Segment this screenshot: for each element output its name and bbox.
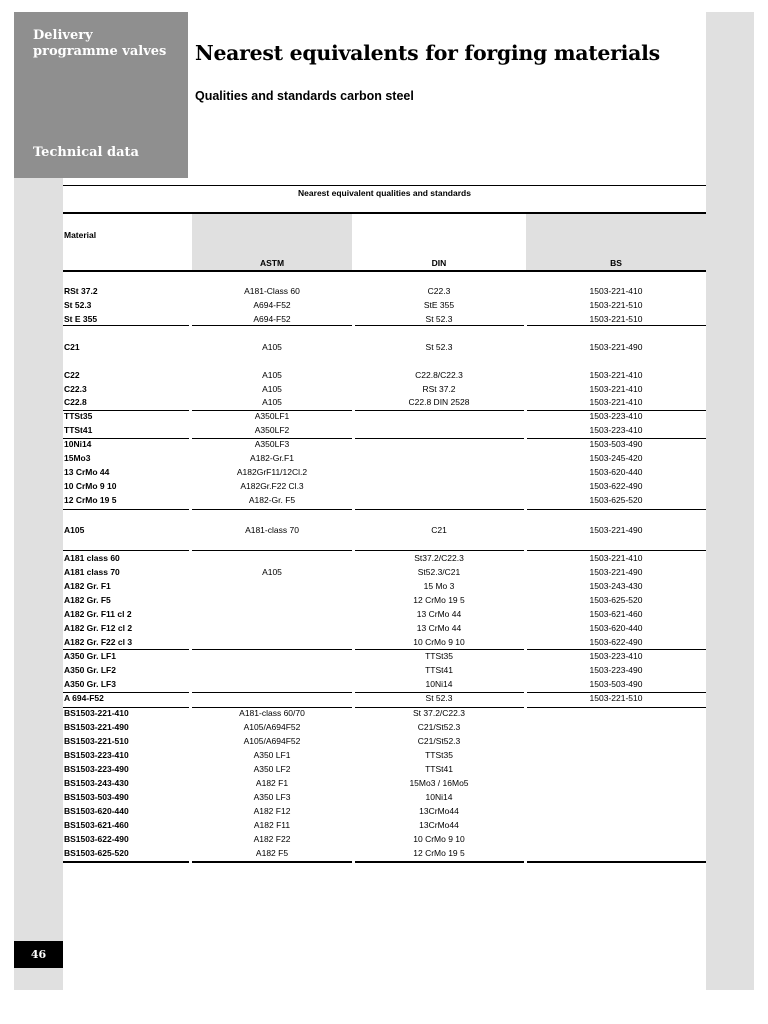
group-separator (355, 707, 524, 708)
bs-cell: 1503-622-490 (589, 481, 643, 491)
material-cell: BS1503-223-410 (64, 750, 129, 760)
table-bottom-rule (527, 861, 706, 863)
astm-cell: A182-Gr. F5 (248, 495, 296, 505)
group-separator (527, 707, 706, 708)
section-header-box (14, 12, 188, 178)
page-number: 46 (14, 941, 63, 968)
din-cell: 12 CrMo 19 5 (413, 595, 465, 605)
bs-cell: 1503-221-410 (589, 384, 643, 394)
bs-cell: 1503-221-410 (589, 286, 643, 296)
astm-cell: A350 LF1 (253, 750, 291, 760)
bs-cell: 1503-221-490 (589, 525, 643, 535)
material-cell: A105 (64, 525, 85, 535)
din-cell: 15Mo3 / 16Mo5 (409, 778, 469, 788)
bs-cell: 1503-221-510 (589, 693, 643, 703)
astm-cell: A181-Class 60 (244, 286, 300, 296)
din-cell: St 52.3 (425, 342, 453, 352)
bs-cell: 1503-223-410 (589, 411, 643, 421)
din-cell: TTSt41 (425, 665, 453, 675)
material-cell: A182 Gr. F11 cl 2 (64, 609, 132, 619)
din-cell: C22.8 DIN 2528 (408, 397, 470, 407)
material-cell: RSt 37.2 (64, 286, 98, 296)
material-cell: A350 Gr. LF3 (64, 679, 116, 689)
material-cell: A350 Gr. LF1 (64, 651, 116, 661)
din-cell: C21/St52.3 (417, 722, 461, 732)
din-cell: TTSt41 (425, 764, 453, 774)
group-separator (192, 509, 352, 510)
group-separator (192, 550, 352, 551)
din-cell: C22.3 (427, 286, 451, 296)
section-subtitle: Technical data (33, 145, 139, 160)
material-cell: A350 Gr. LF2 (64, 665, 116, 675)
group-separator (355, 649, 524, 650)
bs-cell: 1503-625-520 (589, 595, 643, 605)
equivalents-table (63, 184, 706, 866)
astm-cell: A105/A694F52 (243, 736, 301, 746)
bs-cell: 1503-621-460 (589, 609, 643, 619)
bs-cell: 1503-503-490 (589, 439, 643, 449)
astm-cell: A182-Gr.F1 (250, 453, 294, 463)
group-separator (63, 649, 189, 650)
material-cell: C22.8 (64, 397, 87, 407)
section-title: Delivery programme valves (33, 28, 167, 59)
material-cell: BS1503-243-430 (64, 778, 129, 788)
group-separator (63, 438, 189, 439)
astm-cell: A182 F22 (253, 834, 291, 844)
bs-cell: 1503-221-410 (589, 370, 643, 380)
header-rule (63, 270, 706, 272)
din-cell: 10Ni14 (425, 792, 453, 802)
astm-cell: A350LF1 (254, 411, 290, 421)
bs-cell: 1503-223-410 (589, 425, 643, 435)
material-cell: C22.3 (64, 384, 87, 394)
din-cell: RSt 37.2 (422, 384, 456, 394)
material-cell: BS1503-221-410 (64, 708, 129, 718)
astm-cell: A350 LF2 (253, 764, 291, 774)
group-separator (192, 692, 352, 693)
astm-cell: A181-class 60/70 (239, 708, 305, 718)
astm-cell: A182 F11 (253, 820, 291, 830)
material-cell: BS1503-221-510 (64, 736, 129, 746)
din-cell: 13CrMo44 (419, 820, 459, 830)
group-separator (63, 692, 189, 693)
bs-cell: 1503-243-430 (589, 581, 643, 591)
astm-cell: A694-F52 (253, 314, 291, 324)
astm-cell: A181-class 70 (245, 525, 299, 535)
col-header-astm: ASTM (259, 258, 285, 268)
group-separator (527, 692, 706, 693)
material-cell: St E 355 (64, 314, 98, 324)
group-separator (63, 509, 189, 510)
din-cell: 13CrMo44 (419, 806, 459, 816)
material-cell: C22 (64, 370, 80, 380)
din-cell: 10 CrMo 9 10 (413, 637, 465, 647)
din-cell: 13 CrMo 44 (416, 609, 462, 619)
bs-cell: 1503-223-490 (589, 665, 643, 675)
group-separator (527, 410, 706, 411)
material-cell: A182 Gr. F5 (64, 595, 111, 605)
bs-cell: 1503-221-490 (589, 342, 643, 352)
group-separator (355, 410, 524, 411)
din-cell: St52.3/C21 (417, 567, 461, 577)
group-separator (63, 550, 189, 551)
bs-cell: 1503-503-490 (589, 679, 643, 689)
din-cell: 12 CrMo 19 5 (413, 848, 465, 858)
material-cell: 10Ni14 (64, 439, 92, 449)
material-cell: BS1503-625-520 (64, 848, 129, 858)
group-separator (527, 649, 706, 650)
group-separator (192, 410, 352, 411)
col-header-material: Material (64, 230, 97, 240)
astm-cell: A105 (262, 384, 282, 394)
material-cell: BS1503-223-490 (64, 764, 129, 774)
din-cell: St 37.2/C22.3 (413, 708, 465, 718)
group-separator (192, 325, 352, 326)
astm-cell: A182GrF11/12Cl.2 (236, 467, 308, 477)
group-separator (192, 649, 352, 650)
material-cell: 13 CrMo 44 (64, 467, 110, 477)
material-cell: 12 CrMo 19 5 (64, 495, 117, 505)
din-cell: St 52.3 (425, 314, 453, 324)
din-cell: 13 CrMo 44 (416, 623, 462, 633)
astm-cell: A105 (262, 342, 282, 352)
material-cell: 10 CrMo 9 10 (64, 481, 117, 491)
group-separator (355, 509, 524, 510)
material-cell: BS1503-622-490 (64, 834, 129, 844)
bs-cell: 1503-221-490 (589, 567, 643, 577)
material-cell: C21 (64, 342, 80, 352)
din-cell: TTSt35 (425, 750, 453, 760)
bs-cell: 1503-625-520 (589, 495, 643, 505)
table-bottom-rule (192, 861, 352, 863)
astm-cell: A350LF3 (254, 439, 290, 449)
astm-cell: A182 F1 (255, 778, 289, 788)
group-separator (355, 325, 524, 326)
astm-cell: A182Gr.F22 Cl.3 (240, 481, 304, 491)
din-cell: C22.8/C22.3 (415, 370, 463, 380)
group-separator (63, 410, 189, 411)
bs-cell: 1503-221-510 (589, 314, 643, 324)
bs-cell: 1503-620-440 (589, 467, 643, 477)
caption-rule (63, 212, 706, 214)
material-cell: A182 Gr. F12 cl 2 (64, 623, 133, 633)
table-caption: Nearest equivalent qualities and standards (298, 188, 471, 198)
material-cell: BS1503-620-440 (64, 806, 129, 816)
bs-cell: 1503-622-490 (589, 637, 643, 647)
astm-cell: A105 (262, 567, 282, 577)
material-cell: A181 class 60 (64, 553, 120, 563)
bs-cell: 1503-221-510 (589, 300, 643, 310)
din-cell: St37.2/C22.3 (414, 553, 464, 563)
material-cell: BS1503-621-460 (64, 820, 129, 830)
material-cell: A182 Gr. F22 cl 3 (64, 637, 133, 647)
material-cell: BS1503-503-490 (64, 792, 129, 802)
col-header-din: DIN (431, 258, 447, 268)
bs-cell: 1503-620-440 (589, 623, 643, 633)
astm-cell: A105 (262, 370, 282, 380)
group-separator (192, 707, 352, 708)
table-bottom-rule (355, 861, 524, 863)
group-separator (355, 692, 524, 693)
group-separator (527, 550, 706, 551)
material-cell: A181 class 70 (64, 567, 120, 577)
bs-cell: 1503-245-420 (589, 453, 643, 463)
page-title: Nearest equivalents for forging materials (195, 41, 660, 65)
group-separator (527, 325, 706, 326)
group-separator (63, 325, 189, 326)
material-cell: TTSt35 (64, 411, 93, 421)
astm-cell: A350 LF3 (253, 792, 291, 802)
material-cell: TTSt41 (64, 425, 93, 435)
material-cell: A182 Gr. F1 (64, 581, 111, 591)
table-bottom-rule (63, 861, 189, 863)
col-header-bs: BS (610, 258, 622, 268)
material-cell: A 694-F52 (64, 693, 104, 703)
right-margin-strip (706, 12, 754, 990)
astm-cell: A105 (262, 397, 282, 407)
din-cell: 15 Mo 3 (423, 581, 455, 591)
din-cell: St 52.3 (425, 693, 453, 703)
astm-cell: A182 F5 (255, 848, 289, 858)
astm-cell: A694-F52 (253, 300, 291, 310)
group-separator (355, 550, 524, 551)
material-cell: 15Mo3 (64, 453, 91, 463)
group-separator (527, 509, 706, 510)
astm-cell: A105/A694F52 (243, 722, 301, 732)
material-cell: St 52.3 (64, 300, 92, 310)
page-subtitle: Qualities and standards carbon steel (195, 89, 414, 103)
group-separator (355, 438, 524, 439)
bs-cell: 1503-223-410 (589, 651, 643, 661)
astm-cell: A350LF2 (254, 425, 290, 435)
material-cell: BS1503-221-490 (64, 722, 129, 732)
din-cell: C21 (431, 525, 447, 535)
group-separator (527, 438, 706, 439)
bs-cell: 1503-221-410 (589, 397, 643, 407)
group-separator (63, 707, 189, 708)
group-separator (192, 438, 352, 439)
din-cell: 10 CrMo 9 10 (413, 834, 465, 844)
din-cell: TTSt35 (425, 651, 453, 661)
din-cell: C21/St52.3 (417, 736, 461, 746)
din-cell: StE 355 (423, 300, 455, 310)
din-cell: 10Ni14 (425, 679, 453, 689)
table-top-rule (63, 185, 706, 186)
bs-cell: 1503-221-410 (589, 553, 643, 563)
astm-cell: A182 F12 (253, 806, 291, 816)
